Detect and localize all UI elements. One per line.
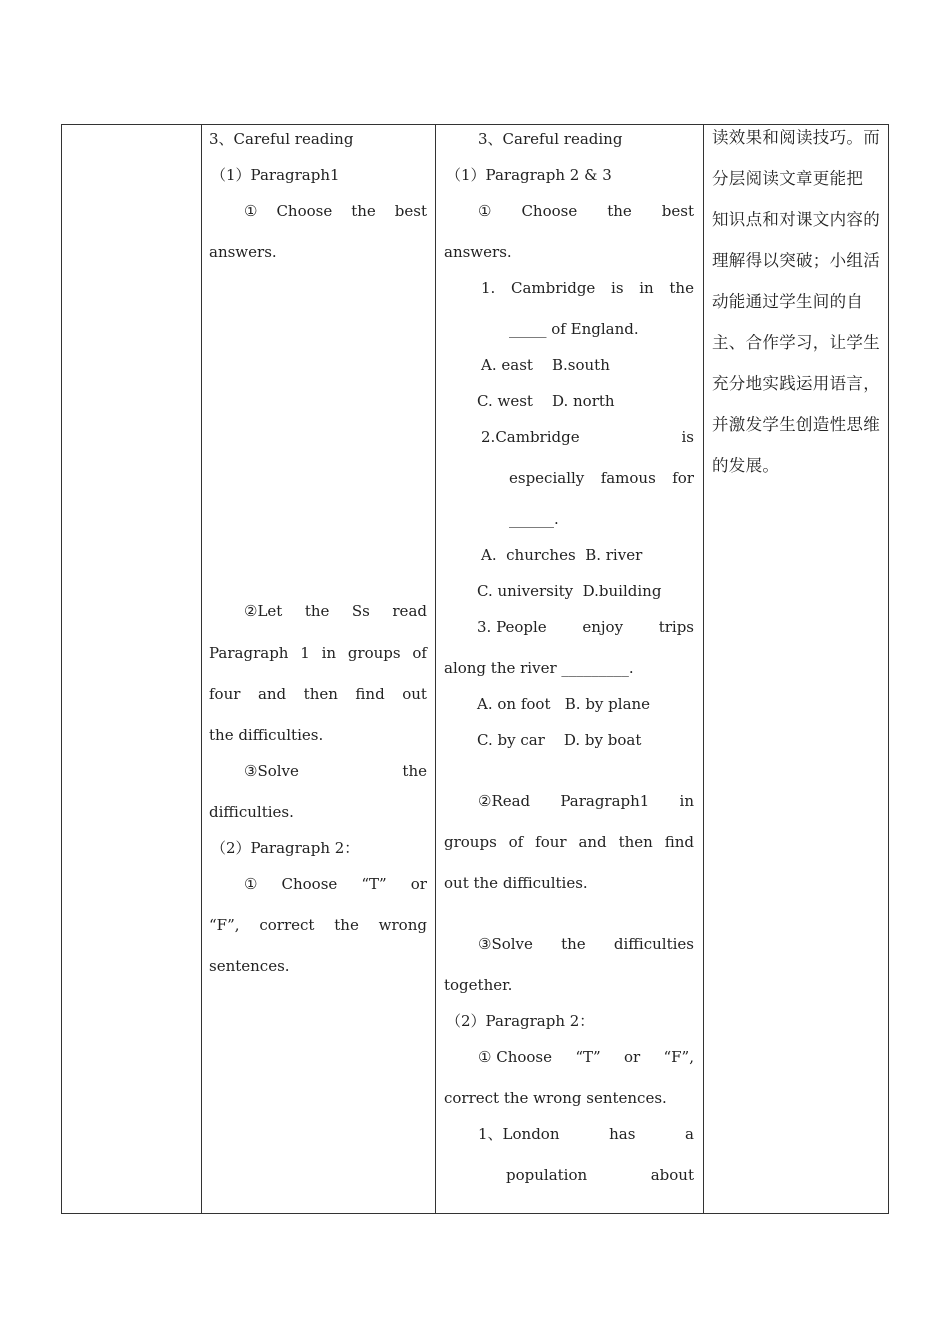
word: in [321,644,337,662]
answer-options: A. east B.south [481,356,610,374]
tf-line [209,915,427,935]
step2-line [209,684,427,704]
word: 1、London [478,1125,560,1143]
word: trips [658,618,694,636]
note-line: 动能通过学生间的自 [712,292,864,311]
word: ②Let [244,602,283,620]
step2-cont: out the difficulties. [444,874,588,892]
step1-line [244,201,427,221]
word: Paragraph1 [560,792,650,810]
question-cont: ______. [509,510,559,528]
word: in [679,792,694,810]
note-line: 理解得以突破；小组活 [712,251,880,270]
step1-cont: answers. [444,243,512,261]
word: then [618,833,653,851]
word: four [535,833,567,851]
step2-line [244,601,427,621]
word: the [561,935,586,953]
tf-line [244,874,427,894]
step3-line [244,761,427,781]
section-title: 3、Careful reading [209,130,354,148]
item-line [478,1124,694,1144]
word: a [685,1125,694,1143]
word: in [639,279,654,297]
answer-options: C. university D.building [477,582,662,600]
step2-line [478,791,694,811]
question-line [481,427,694,447]
word: the [669,279,694,297]
question-line [477,617,694,637]
word: ① [478,202,492,220]
word: difficulties [613,935,694,953]
step1-line [478,201,694,221]
item-line [506,1165,694,1185]
word: find [664,833,694,851]
word: and [257,685,287,703]
word: then [303,685,338,703]
word: correct [259,916,315,934]
word: or [623,1048,641,1066]
word: “T” [575,1048,601,1066]
paragraph2-label: （2）Paragraph 2： [211,839,360,857]
word: Ss [351,602,370,620]
column-divider [703,125,704,1213]
column-divider [201,125,202,1213]
word: Cambridge [495,428,580,446]
section-title: 3、Careful reading [478,130,623,148]
word: ③Solve [478,935,533,953]
word: 1. [481,279,496,297]
word: has [609,1125,636,1143]
note-line: 并激发学生创造性思维 [712,415,880,434]
answer-options: C. west D. north [477,392,615,410]
word: groups [444,833,497,851]
tf-line [478,1047,694,1067]
word: wrong [378,916,427,934]
word: is [611,279,624,297]
word: famous [600,469,656,487]
word: the [607,202,632,220]
design-notes-column [712,125,882,1213]
lesson-plan-table [61,124,889,1214]
note-line: 主、合作学习，让学生 [712,333,880,352]
word: of [508,833,524,851]
question-cont: _____ of England. [509,320,639,338]
word: or [410,875,427,893]
student-activity-column [444,125,694,1213]
word: Choose [521,202,578,220]
step2-cont: the difficulties. [209,726,324,744]
answer-options: A. on foot B. by plane [477,695,651,713]
step2-line [209,643,427,663]
word: population [506,1166,588,1184]
word: and [578,833,607,851]
question-line [481,278,694,298]
word: Choose [276,202,333,220]
word: ① Choose [478,1048,552,1066]
word: “F”, [663,1048,694,1066]
word: Cambridge [511,279,596,297]
word: “T” [361,875,387,893]
step3-cont: difficulties. [209,803,294,821]
question-line [509,468,694,488]
answer-options: C. by car D. by boat [477,731,642,749]
word: find [355,685,385,703]
word: read [392,602,427,620]
note-line: 知识点和对课文内容的 [712,210,880,229]
word: especially [509,469,585,487]
word: the [402,762,427,780]
word: Paragraph [209,644,289,662]
word: four [209,685,241,703]
word: 2. [481,428,496,446]
word: ②Read [478,792,531,810]
note-line: 分层阅读文章更能把 [712,169,864,188]
note-line: 读效果和阅读技巧。而 [712,128,880,147]
word: of [412,644,427,662]
paragraph-label: （1）Paragraph 2 & 3 [446,166,612,184]
step3-line [478,934,694,954]
step1-cont: answers. [209,243,277,261]
word: ① [244,202,258,220]
column-divider [435,125,436,1213]
paragraph2-label: （2）Paragraph 2： [446,1012,595,1030]
word: ① [244,875,258,893]
word: 1 [300,644,310,662]
spacer [580,427,682,447]
step3-cont: together. [444,976,513,994]
word: out [402,685,427,703]
word: for [672,469,694,487]
word: the [334,916,359,934]
word: best [394,202,427,220]
paragraph1-label: （1）Paragraph1 [211,166,340,184]
note-line: 的发展。 [712,456,780,475]
note-line: 充分地实践运用语言， [712,374,880,393]
word: the [351,202,376,220]
tf-cont: sentences. [209,957,290,975]
tf-cont: correct the wrong sentences. [444,1089,667,1107]
answer-options: A. churches B. river [481,546,643,564]
word: about [650,1166,694,1184]
word: is [681,428,694,446]
word: Choose [281,875,338,893]
word: ③Solve [244,762,299,780]
word: groups [347,644,401,662]
empty-first-column [62,125,201,1213]
word: the [304,602,330,620]
step2-line [444,832,694,852]
question-cont: along the river _________. [444,659,634,677]
word: best [661,202,694,220]
word: 3. People [477,618,547,636]
teacher-activity-column [209,125,427,1213]
word: enjoy [582,618,624,636]
word: “F”, [209,916,240,934]
